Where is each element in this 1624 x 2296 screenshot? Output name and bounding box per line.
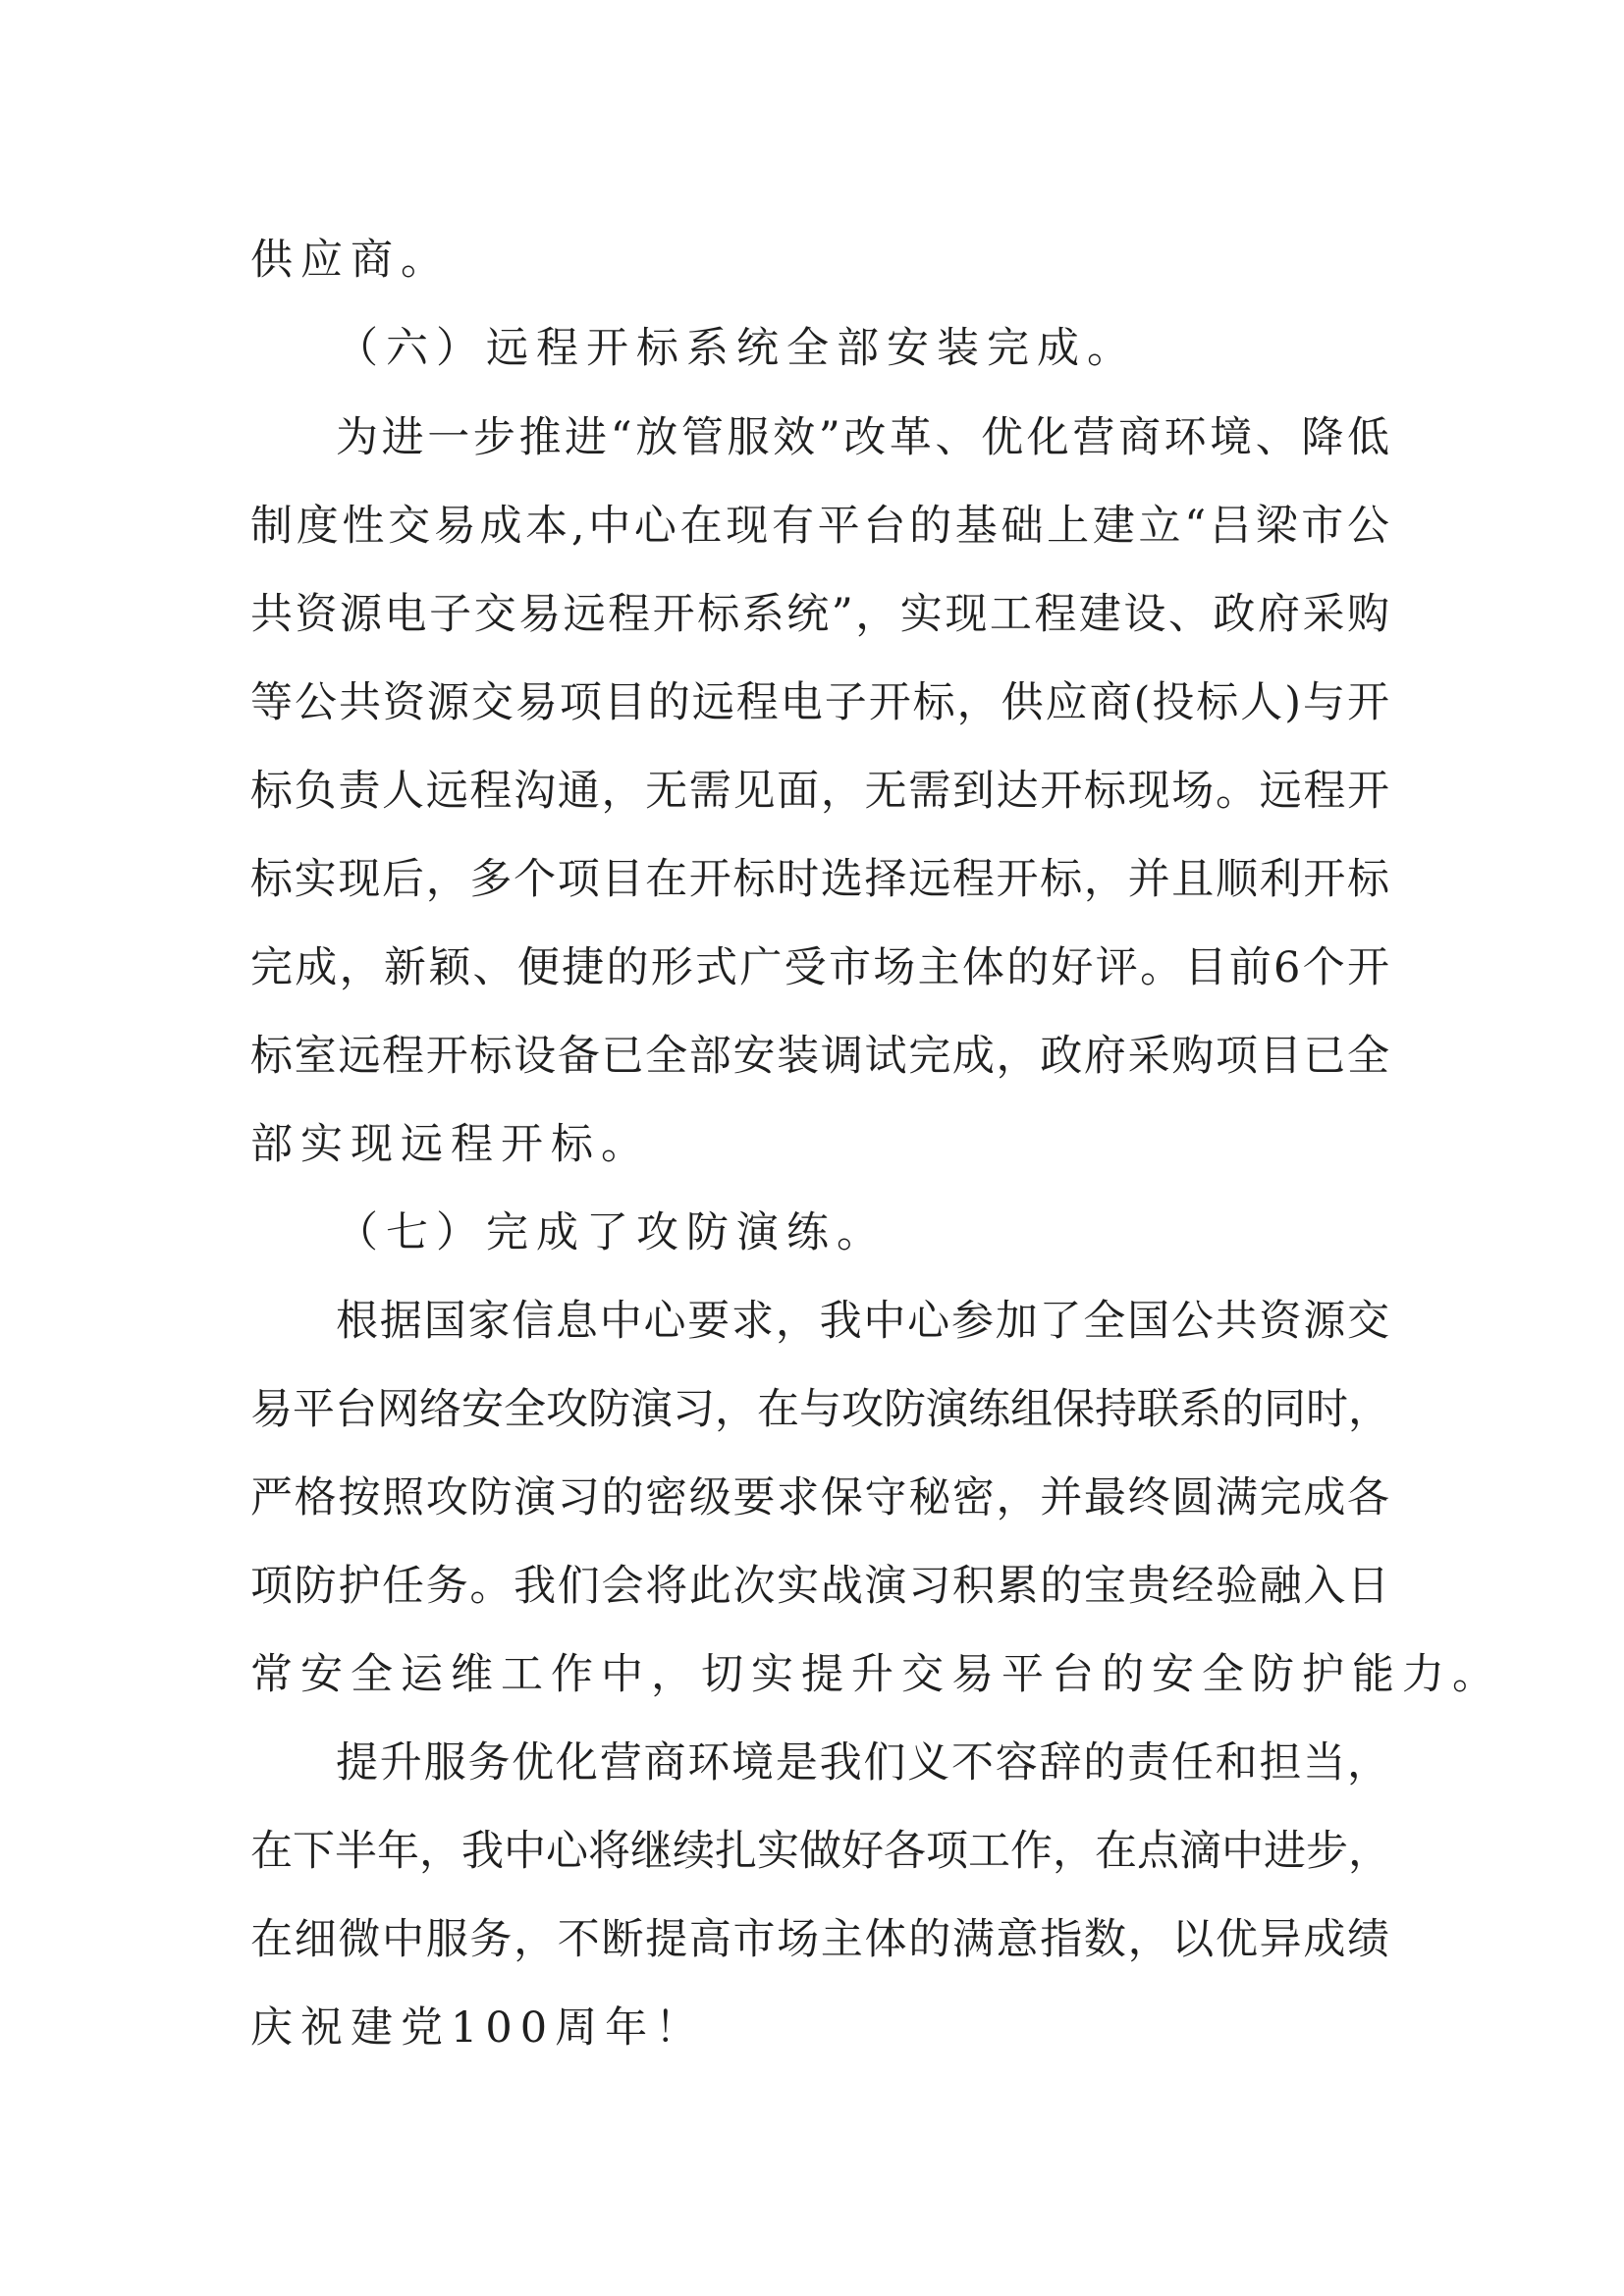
- text-line: 根据国家信息中心要求，我中心参加了全国公共资源交: [336, 1297, 1389, 1346]
- text-line: 在细微中服务，不断提高市场主体的满意指数，以优异成绩: [250, 1915, 1389, 1964]
- text-line: 在下半年，我中心将继续扎实做好各项工作，在点滴中进步，: [250, 1827, 1390, 1876]
- text-line: 易平台网络安全攻防演习，在与攻防演练组保持联系的同时，: [250, 1385, 1390, 1434]
- text-line: 共资源电子交易远程开标系统”，实现工程建设、政府采购: [250, 590, 1389, 639]
- text-line: 标实现后，多个项目在开标时选择远程开标，并且顺利开标: [250, 855, 1389, 904]
- text-line: 完成，新颖、便捷的形式广受市场主体的好评。目前6个开: [250, 943, 1389, 992]
- section-heading-7: （七）完成了攻防演练。: [336, 1208, 887, 1257]
- text-line: 严格按照攻防演习的密级要求保守秘密，并最终圆满完成各: [250, 1473, 1389, 1522]
- text-line: 常安全运维工作中，切实提升交易平台的安全防护能力。: [250, 1650, 1502, 1699]
- text-line: 制度性交易成本,中心在现有平台的基础上建立“吕梁市公: [250, 502, 1389, 551]
- text-line: 等公共资源交易项目的远程电子开标，供应商(投标人)与开: [250, 678, 1389, 727]
- text-line: 提升服务优化营商环境是我们义不容辞的责任和担当，: [336, 1738, 1389, 1788]
- text-line: 为进一步推进“放管服效”改革、优化营商环境、降低: [336, 413, 1389, 462]
- text-line: 部实现远程开标。: [250, 1120, 651, 1169]
- text-line: 标负责人远程沟通，无需见面，无需到达开标现场。远程开: [250, 767, 1389, 816]
- text-line: 庆祝建党100周年！: [250, 2003, 706, 2053]
- text-line: 供应商。: [250, 236, 451, 285]
- text-line: 标室远程开标设备已全部安装调试完成，政府采购项目已全: [250, 1032, 1389, 1081]
- section-heading-6: （六）远程开标系统全部安装完成。: [336, 324, 1137, 373]
- text-line: 项防护任务。我们会将此次实战演习积累的宝贵经验融入日: [250, 1562, 1389, 1611]
